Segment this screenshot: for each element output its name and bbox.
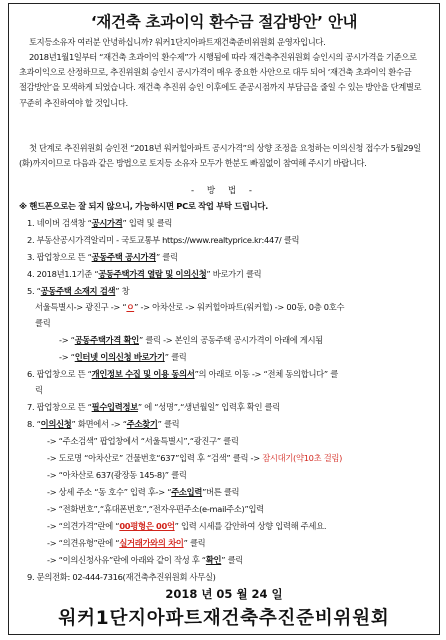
step-8-opinion-value: 00평형은 00억 xyxy=(119,521,175,531)
document-title: ‘재건축 초과이익 환수금 절감방안’ 안내 xyxy=(90,13,358,31)
step-4-action: ” 바로가기 클릭 xyxy=(206,269,262,279)
intro-request: 첫 단계로 추진위원회 승인전 “2018년 워커힐아파트 공시가격”의 상향 조정을 요청하는 이의신청 접수가 5월29일(화)까지이므로 다음과 같은 방법으로 토지등 소유자 모두가 한분도 빠짐없이 참여해 주시기 바랍니다. xyxy=(19,143,421,169)
step-7 xyxy=(27,401,280,413)
step-8-reason xyxy=(47,554,243,566)
step-7-text: 7. 팝업창으로 뜬 “ xyxy=(27,402,92,412)
step-5-objection-link xyxy=(59,351,187,363)
step-5-keyword: 공동주택 소재지 검색 xyxy=(40,286,116,296)
step-1-action: ” 입력 및 클릭 xyxy=(122,218,173,228)
step-5-price-keyword: 공동주택가격 확인 xyxy=(74,335,139,345)
step-8-address-result: -> “아차산로 637(광장동 145-8)” 클릭 xyxy=(47,470,187,480)
document-date: 2018 년 05 월 24 일 xyxy=(165,587,283,601)
step-5-arrow: -> “ xyxy=(59,335,75,345)
step-2: 2. 부동산공시가격알리미 - 국토교통부 https://www.realtyprice.kr:447/ 클릭 xyxy=(27,235,300,245)
step-8-opinion-price xyxy=(47,520,326,532)
step-4 xyxy=(27,268,261,280)
step-3 xyxy=(27,251,178,263)
step-8-address-keyword: 주소찾기 xyxy=(126,419,158,429)
step-3-keyword: 공동주택 공시가격 xyxy=(91,252,156,262)
step-8-action: ” 클릭 xyxy=(157,419,180,429)
step-8-type-action: ” 클릭 xyxy=(183,538,206,548)
step-1 xyxy=(27,217,172,229)
step-5-arrow-2: -> “ xyxy=(59,352,75,362)
step-8-opinion-text: -> “의견가격”란에 “ xyxy=(47,521,120,531)
step-1-text: 1. 네이버 검색창 “ xyxy=(27,218,92,228)
step-6-continued: 릭 xyxy=(35,385,43,395)
step-5-address-path xyxy=(35,301,344,313)
step-8-detail-text: -> 상세 주소 “동 호수” 입력 후-> “ xyxy=(47,487,172,497)
step-8-wait-note: 잠시대기(약10초 걸림) xyxy=(262,453,343,463)
step-6 xyxy=(27,368,338,380)
step-8 xyxy=(27,418,179,430)
step-5-price-result: ” 클릭 -> 본인의 공동주택 공시가격이 아래에 게시됨 xyxy=(139,335,324,345)
step-8-reason-text: -> “이의신청사유”란에 아래와 같이 작성 후 “ xyxy=(47,555,206,565)
step-5-text: 5. “ xyxy=(27,286,41,296)
step-4-keyword: 공동주택가격 열람 및 이의신청 xyxy=(98,269,207,279)
step-8-keyword: 이의신청 xyxy=(40,419,72,429)
step-8-detail-keyword: 주소입력 xyxy=(171,487,203,497)
step-8-confirm-keyword: 확인 xyxy=(205,555,222,565)
step-8-address-search: -> “주소검색” 팝업창에서 “서울특별시”,“광진구” 클릭 xyxy=(47,436,239,446)
step-8-detail-address xyxy=(47,486,239,498)
step-6-text: 6. 팝업창으로 뜬 “ xyxy=(27,369,92,379)
intro-greeting: 토지등소유자 여러분 안녕하십니까? 워커1단지아파트재건축준비위원회 운영자입니다. xyxy=(29,37,326,47)
step-8-type-value: 실거래가와의 차이 xyxy=(119,538,184,548)
step-5-objection-keyword: 인터넷 이의신청 바로가기 xyxy=(74,352,165,362)
step-5-price-check xyxy=(59,334,323,346)
pc-notice: ※ 핸드폰으로는 잘 되지 않으니, 가능하시면 PC로 작업 부탁 드립니다. xyxy=(19,201,268,211)
step-1-keyword: 공시가격 xyxy=(91,218,123,228)
step-5-click: 클릭 xyxy=(35,318,51,328)
step-8-type-text: -> “의견유형”란에 “ xyxy=(47,538,120,548)
step-8-road-name xyxy=(47,452,342,464)
step-4-text: 4. 2018년1.1기준 “ xyxy=(27,269,99,279)
step-6-action: ”의 아래로 이동 -> “전체 동의합니다” 클 xyxy=(194,369,338,379)
step-8-reason-action: ” 클릭 xyxy=(221,555,244,565)
method-heading: - 방 법 - xyxy=(190,186,257,196)
step-5 xyxy=(27,285,129,297)
step-7-keyword: 필수입력정보 xyxy=(91,402,138,412)
step-5-path-end: ” -> 아차산로 -> 워커힐아파트(워커힐) -> 00동, 0층 0호수 xyxy=(134,302,345,312)
step-5-objection-action: ” 클릭 xyxy=(164,352,187,362)
step-3-text: 3. 팝업창으로 뜬 “ xyxy=(27,252,92,262)
step-6-keyword: 개인정보 수집 및 이용 동의서 xyxy=(91,369,195,379)
organization-name: 워커1단지아파트재건축추진준비위원회 xyxy=(58,608,390,629)
step-8-text: 8. “ xyxy=(27,419,41,429)
step-5-action: ” 창 xyxy=(115,286,130,296)
step-8-mid: ” 화면에서 -> “ xyxy=(71,419,127,429)
intro-background: 2018년1월1일부터 “재건축 초과이익 환수제”가 시행됨에 따라 재건축추진위원회 승인시의 공시가격을 기준으로 초과이익으로 산정하므로, 추진위원회 승인시 공시가격이 매우 중요한 사안으로 대두 되어 ‘재건축 초과이익 환수금 절감방안’을 모색하게 되었습니다. 재건축 추진위 승인 이후에도 준공시점까지 부담금을 줄일 수 있는 방안을 단계별로 꾸준히 추진하여야 할 것입니다. xyxy=(19,52,422,108)
step-8-opinion-note: ” 입력 시세를 감안하여 상향 입력해 주세요. xyxy=(174,521,327,531)
step-8-contact: -> “전화번호”,“휴대폰번호”,“전자우편주소(e-mail주소)”입력 xyxy=(47,504,264,514)
notice-document xyxy=(8,3,440,635)
step-3-action: ” 클릭 xyxy=(155,252,178,262)
step-5-path-start: 서울특별시-> 광진구 -> “ xyxy=(35,302,127,312)
step-8-opinion-type xyxy=(47,537,205,549)
step-8-road-text: -> 도로명 “아차산로” 건물번호“637”입력 후 “검색” 클릭 -> xyxy=(47,453,263,463)
step-7-action: ” 에 “성명”,“생년월일” 입력후 확인 클릭 xyxy=(137,402,280,412)
step-5-initial-consonant: ㅇ xyxy=(126,302,135,312)
step-8-detail-action: ”버튼 클릭 xyxy=(202,487,240,497)
step-9-contact: 9. 문의전화: 02-444-7316(재건축추진위원회 사무실) xyxy=(27,572,216,582)
